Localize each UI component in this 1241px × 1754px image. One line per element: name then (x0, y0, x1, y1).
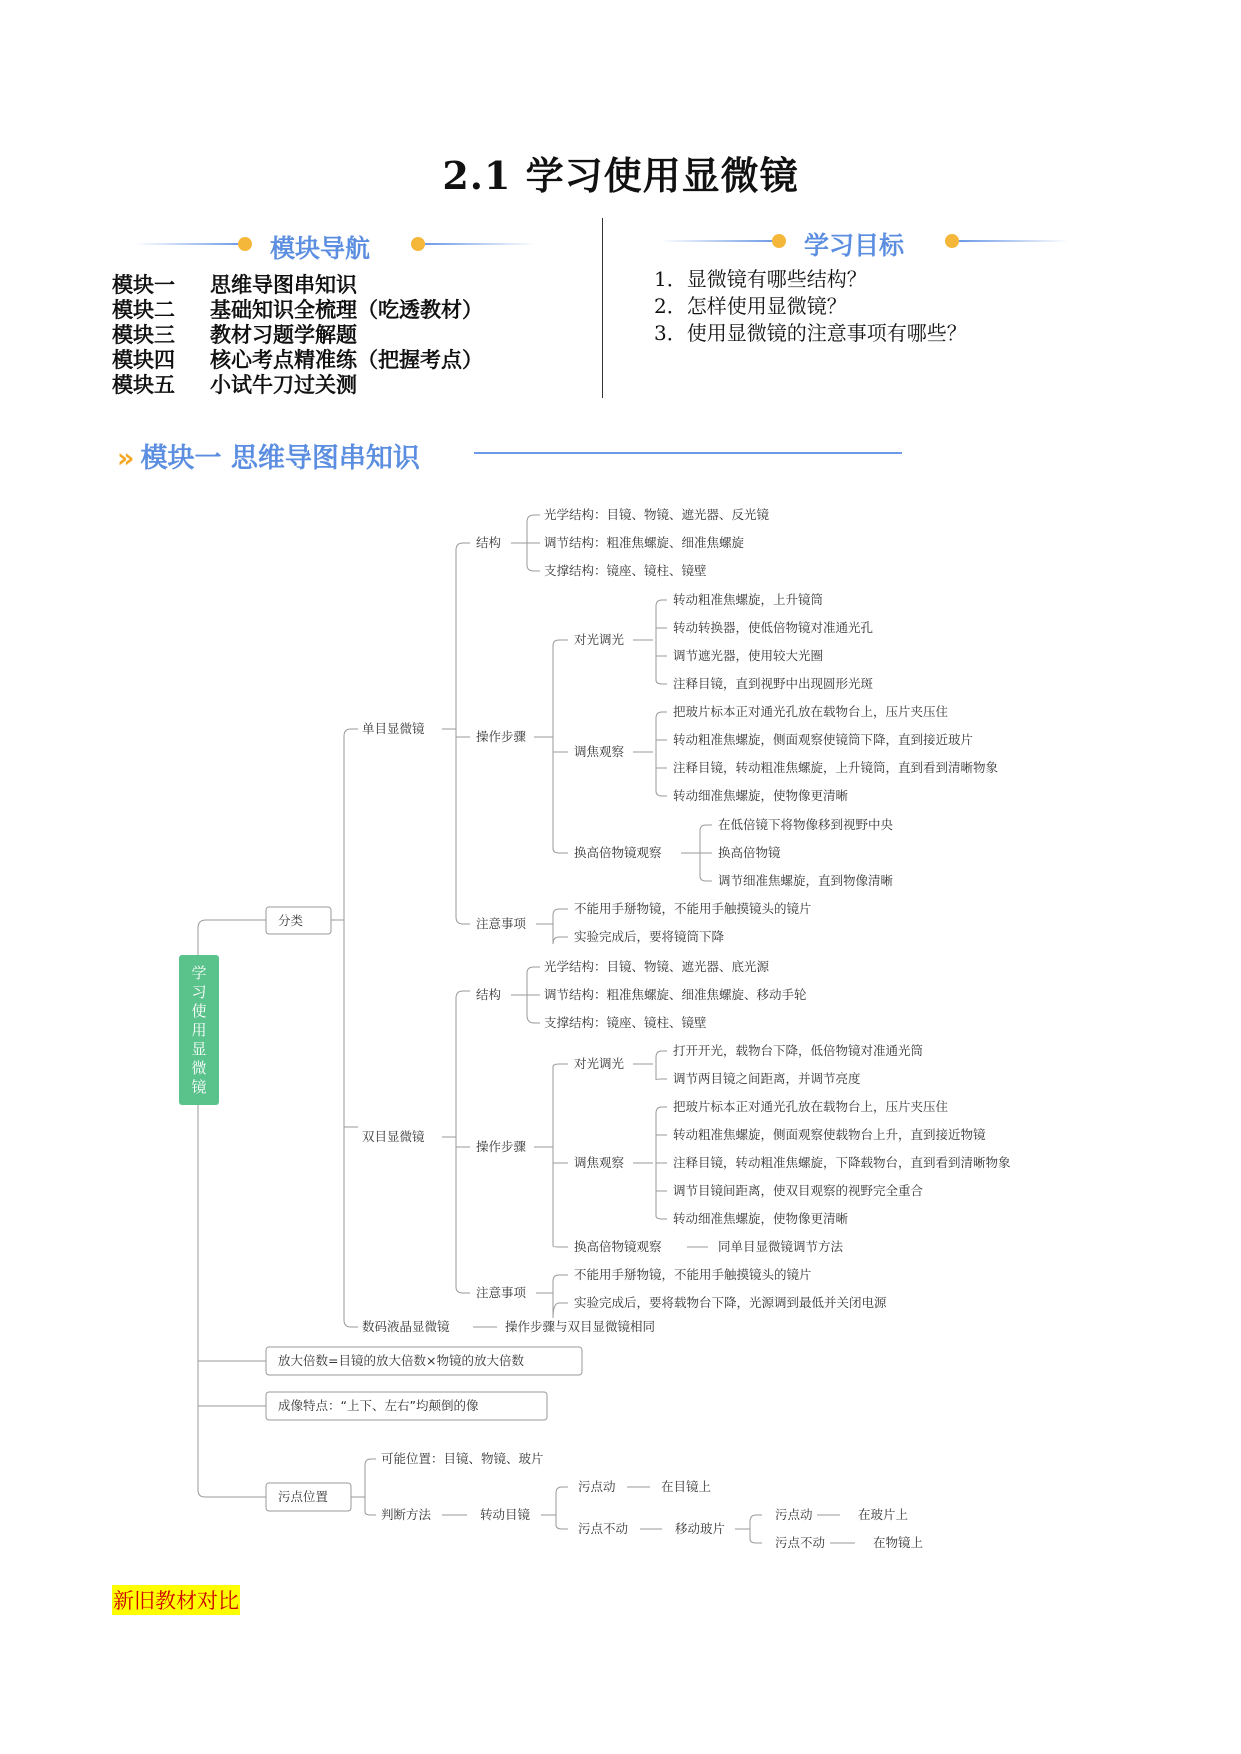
spot-on-eyepiece: 在目镜上 (661, 1479, 712, 1494)
double-chevron-icon: » (117, 443, 135, 474)
single-high-item: 换高倍物镜 (718, 845, 781, 860)
single-support-label: 支撑结构：镜座、镜柱、镜壁 (544, 563, 707, 578)
single-high-label: 换高倍物镜观察 (574, 845, 662, 860)
double-adjust-label: 调节结构：粗准焦螺旋、细准焦螺旋、移动手轮 (544, 987, 807, 1002)
double-high-same: 同单目显微镜调节方法 (718, 1239, 844, 1254)
goal-item: 1．显微镜有哪些结构？ (654, 267, 867, 291)
single-focus-item: 转动细准焦螺旋，使物像更清晰 (673, 788, 849, 803)
double-optical-label: 光学结构：目镜、物镜、遮光器、底光源 (544, 959, 770, 974)
nav-item: 模块三 教材习题学解题 (112, 322, 357, 347)
single-focus-item: 把玻片标本正对通光孔放在载物台上，压片夹压住 (673, 704, 949, 719)
goal-item: 2．怎样使用显微镜？ (654, 294, 847, 318)
spot-moves-2: 污点动 (775, 1507, 813, 1522)
single-focus-item: 转动粗准焦螺旋，侧面观察使镜筒下降，直到接近玻片 (673, 732, 974, 747)
single-note-item: 实验完成后，要将镜筒下降 (574, 929, 725, 944)
single-note-item: 不能用手掰物镜，不能用手触摸镜头的镜片 (574, 901, 812, 916)
double-note-item: 实验完成后，要将载物台下降，光源调到最低并关闭电源 (574, 1295, 887, 1310)
root-char: 镜 (191, 1078, 207, 1096)
double-microscope-label: 双目显微镜 (362, 1129, 425, 1144)
mind-map-connectors (198, 515, 855, 1543)
classify-label: 分类 (278, 913, 304, 928)
nav-item: 模块五 小试牛刀过关测 (112, 372, 357, 397)
module1-heading: » 模块一 思维导图串知识 (117, 443, 420, 474)
goal-item: 3．使用显微镜的注意事项有哪些？ (654, 321, 967, 345)
double-focus-item: 注释目镜，转动粗准焦螺旋，下降载物台，直到看到清晰物象 (673, 1155, 1011, 1170)
single-high-item: 在低倍镜下将物像移到视野中央 (718, 817, 894, 832)
double-focus-item: 调节目镜间距离，使双目观察的视野完全重合 (673, 1183, 924, 1198)
imaging-label: 成像特点：“上下、左右”均颠倒的像 (278, 1398, 479, 1413)
spot-not-moves: 污点不动 (578, 1521, 629, 1536)
double-light-item: 打开开光，载物台下降，低倍物镜对准通光筒 (673, 1043, 924, 1058)
root-char: 显 (191, 1040, 207, 1058)
spot-judge: 判断方法 (381, 1507, 432, 1522)
spot-possible: 可能位置：目镜、物镜、玻片 (381, 1451, 544, 1466)
single-light-item: 调节遮光器，使用较大光圈 (673, 648, 824, 663)
spot-on-objective: 在物镜上 (873, 1535, 924, 1550)
single-high-item: 调节细准焦螺旋，直到物像清晰 (718, 873, 894, 888)
nav-item: 模块一 思维导图串知识 (112, 272, 357, 297)
single-focus-item: 注释目镜，转动粗准焦螺旋，上升镜筒，直到看到清晰物象 (673, 760, 999, 775)
root-char: 学 (191, 964, 207, 982)
double-focus-label: 调焦观察 (574, 1155, 625, 1170)
single-microscope-label: 单目显微镜 (362, 721, 425, 736)
double-high-label: 换高倍物镜观察 (574, 1239, 662, 1254)
root-char: 用 (191, 1021, 207, 1039)
double-focus-item: 把玻片标本正对通光孔放在载物台上，压片夹压住 (673, 1099, 949, 1114)
root-node-label (191, 964, 206, 1096)
single-light-label: 对光调光 (574, 632, 625, 647)
digital-same: 操作步骤与双目显微镜相同 (505, 1319, 656, 1334)
spot-moves: 污点动 (578, 1479, 616, 1494)
digital-microscope-label: 数码液晶显微镜 (362, 1319, 450, 1334)
single-optical-label: 光学结构：目镜、物镜、遮光器、反光镜 (544, 507, 770, 522)
double-steps-label: 操作步骤 (476, 1139, 527, 1154)
magnification-label: 放大倍数=目镜的放大倍数×物镜的放大倍数 (278, 1353, 524, 1368)
double-light-label: 对光调光 (574, 1056, 625, 1071)
double-structure-label: 结构 (476, 987, 502, 1002)
double-focus-item: 转动细准焦螺旋，使物像更清晰 (673, 1211, 849, 1226)
double-support-label: 支撑结构：镜座、镜柱、镜壁 (544, 1015, 707, 1030)
single-adjust-label: 调节结构：粗准焦螺旋、细准焦螺旋 (544, 535, 745, 550)
spot-rotate: 转动目镜 (480, 1507, 531, 1522)
single-steps-label: 操作步骤 (476, 729, 527, 744)
spot-not-moves-2: 污点不动 (775, 1535, 826, 1550)
double-note-item: 不能用手掰物镜，不能用手触摸镜头的镜片 (574, 1267, 812, 1282)
single-focus-label: 调焦观察 (574, 744, 625, 759)
single-light-item: 转动粗准焦螺旋，上升镜筒 (673, 592, 824, 607)
nav-item: 模块二 基础知识全梳理（吃透教材） (112, 297, 483, 322)
root-char: 使 (191, 1002, 207, 1020)
root-char: 习 (191, 983, 207, 1001)
spot-label: 污点位置 (278, 1489, 329, 1504)
double-light-item: 调节两目镜之间距离，并调节亮度 (673, 1071, 861, 1086)
goals-heading: 学习目标 (804, 231, 905, 260)
single-structure-label: 结构 (476, 535, 502, 550)
nav-item: 模块四 核心考点精准练（把握考点） (112, 347, 483, 372)
page-title: 2.1 学习使用显微镜 (442, 153, 799, 198)
root-char: 微 (191, 1059, 207, 1077)
footer-highlight-note: 新旧教材对比 (112, 1585, 240, 1615)
double-notes-label: 注意事项 (476, 1285, 527, 1300)
single-light-item: 转动转换器，使低倍物镜对准通光孔 (673, 620, 874, 635)
spot-on-slide: 在玻片上 (858, 1507, 909, 1522)
double-focus-item: 转动粗准焦螺旋，侧面观察使载物台上升，直到接近物镜 (673, 1127, 986, 1142)
single-notes-label: 注意事项 (476, 916, 527, 931)
nav-heading: 模块导航 (270, 234, 371, 263)
single-light-item: 注释目镜，直到视野中出现圆形光斑 (673, 676, 874, 691)
spot-move-slide: 移动玻片 (675, 1521, 726, 1536)
